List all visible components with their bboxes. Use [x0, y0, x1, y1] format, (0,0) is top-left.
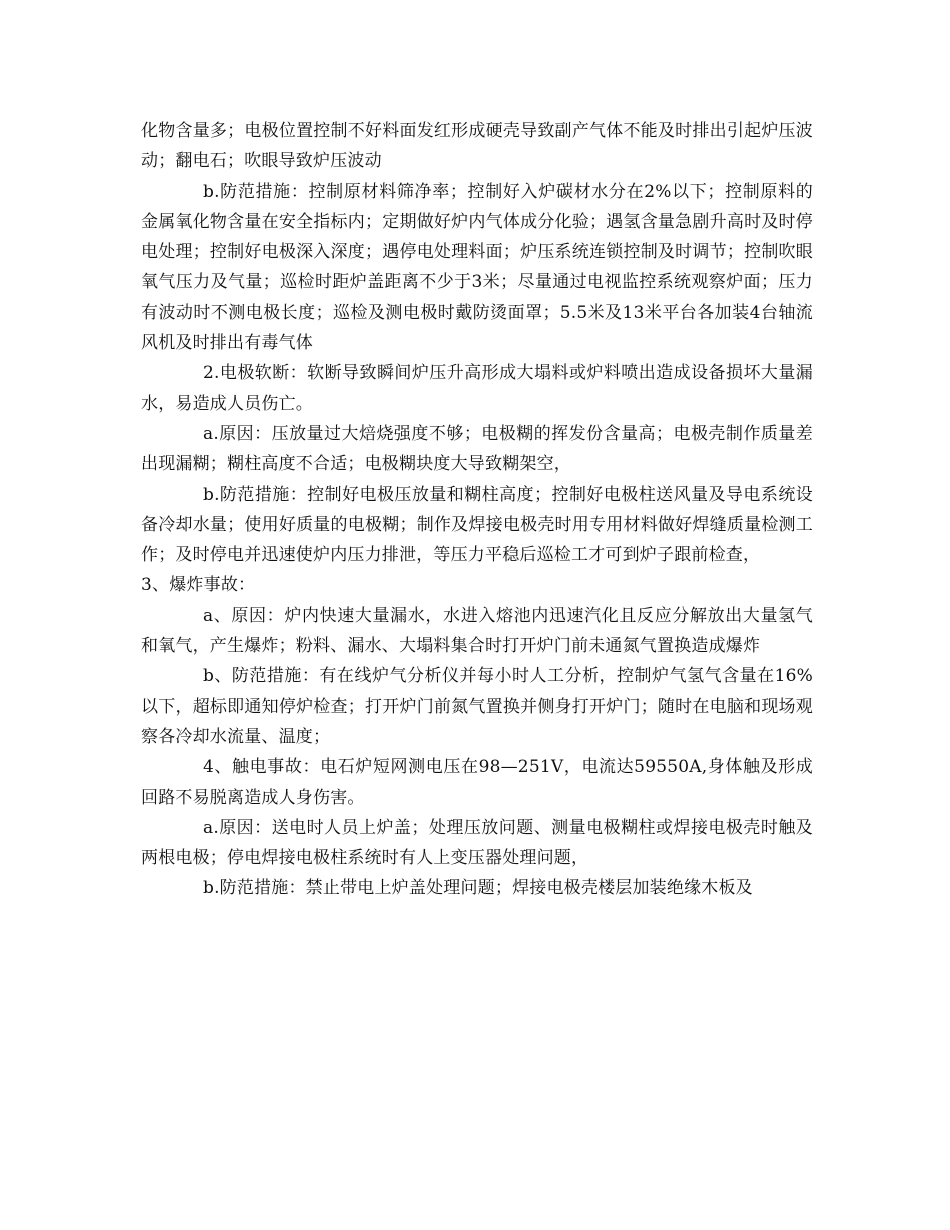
paragraph-prevention-measures-4: b.防范措施：禁止带电上炉盖处理问题；焊接电极壳楼层加装绝缘木板及 [203, 878, 753, 899]
paragraph-prevention-measures-1: b.防范措施：控制原材料筛净率；控制好入炉碳材水分在2%以下；控制原料的金属氧化物含量在安全指标内；定期做好炉内气体成分化验；遇氢含量急剧升高时及时停电处理；控制好电极深入深度；遇停电处理料面；炉压系统连锁控制及时调节；控制吹眼氧气压力及气量；巡检时距炉盖距离不少于3米；尽量通过电视监控系统观察炉面；压力有波动时不测电极长度；巡检及测电极时戴防烫面罩；5.5米及13米平台各加装4台轴流风机及时排出有毒气体 [141, 181, 813, 354]
document-body [141, 116, 813, 904]
paragraph-prevention-measures-2: b.防范措施：控制好电极压放量和糊柱高度；控制好电极柱送风量及导电系统设备冷却水量；使用好质量的电极糊；制作及焊接电极壳时用专用材料做好焊缝质量检测工作；及时停电并迅速使炉内压力排泄，等压力平稳后巡检工才可到炉子跟前检查， [141, 484, 813, 566]
paragraph-prevention-measures-3: b、防范措施：有在线炉气分析仪并每小时人工分析，控制炉气氢气含量在16%以下，超标即通知停炉检查；打开炉门前氮气置换并侧身打开炉门；随时在电脑和现场观察各冷却水流量、温度； [141, 666, 813, 747]
paragraph-causes-3: a、原因：炉内快速大量漏水，水进入熔池内迅速汽化且反应分解放出大量氢气和氧气，产生爆炸；粉料、漏水、大塌料集合时打开炉门前未通氮气置换造成爆炸 [141, 605, 813, 657]
paragraph-causes-4: a.原因：送电时人员上炉盖；处理压放问题、测量电极糊柱或焊接电极壳时触及两根电极；停电焊接电极柱系统时有人上变压器处理问题， [141, 817, 813, 869]
paragraph-continued-causes: 化物含量多；电极位置控制不好料面发红形成硬壳导致副产气体不能及时排出引起炉压波动；翻电石；吹眼导致炉压波动 [141, 121, 813, 172]
paragraph-causes-2: a.原因：压放量过大焙烧强度不够；电极糊的挥发份含量高；电极壳制作质量差出现漏糊；糊柱高度不合适；电极糊块度大导致糊架空， [141, 423, 813, 475]
section-heading-explosion: 3、爆炸事故： [141, 575, 256, 596]
paragraph-electric-shock: 4、触电事故：电石炉短网测电压在98—251V，电流达59550A,身体触及形成回路不易脱离造成人身伤害。 [141, 757, 813, 808]
paragraph-electrode-soft-break: 2.电极软断：软断导致瞬间炉压升高形成大塌料或炉料喷出造成设备损坏大量漏水，易造成人员伤亡。 [141, 363, 813, 414]
